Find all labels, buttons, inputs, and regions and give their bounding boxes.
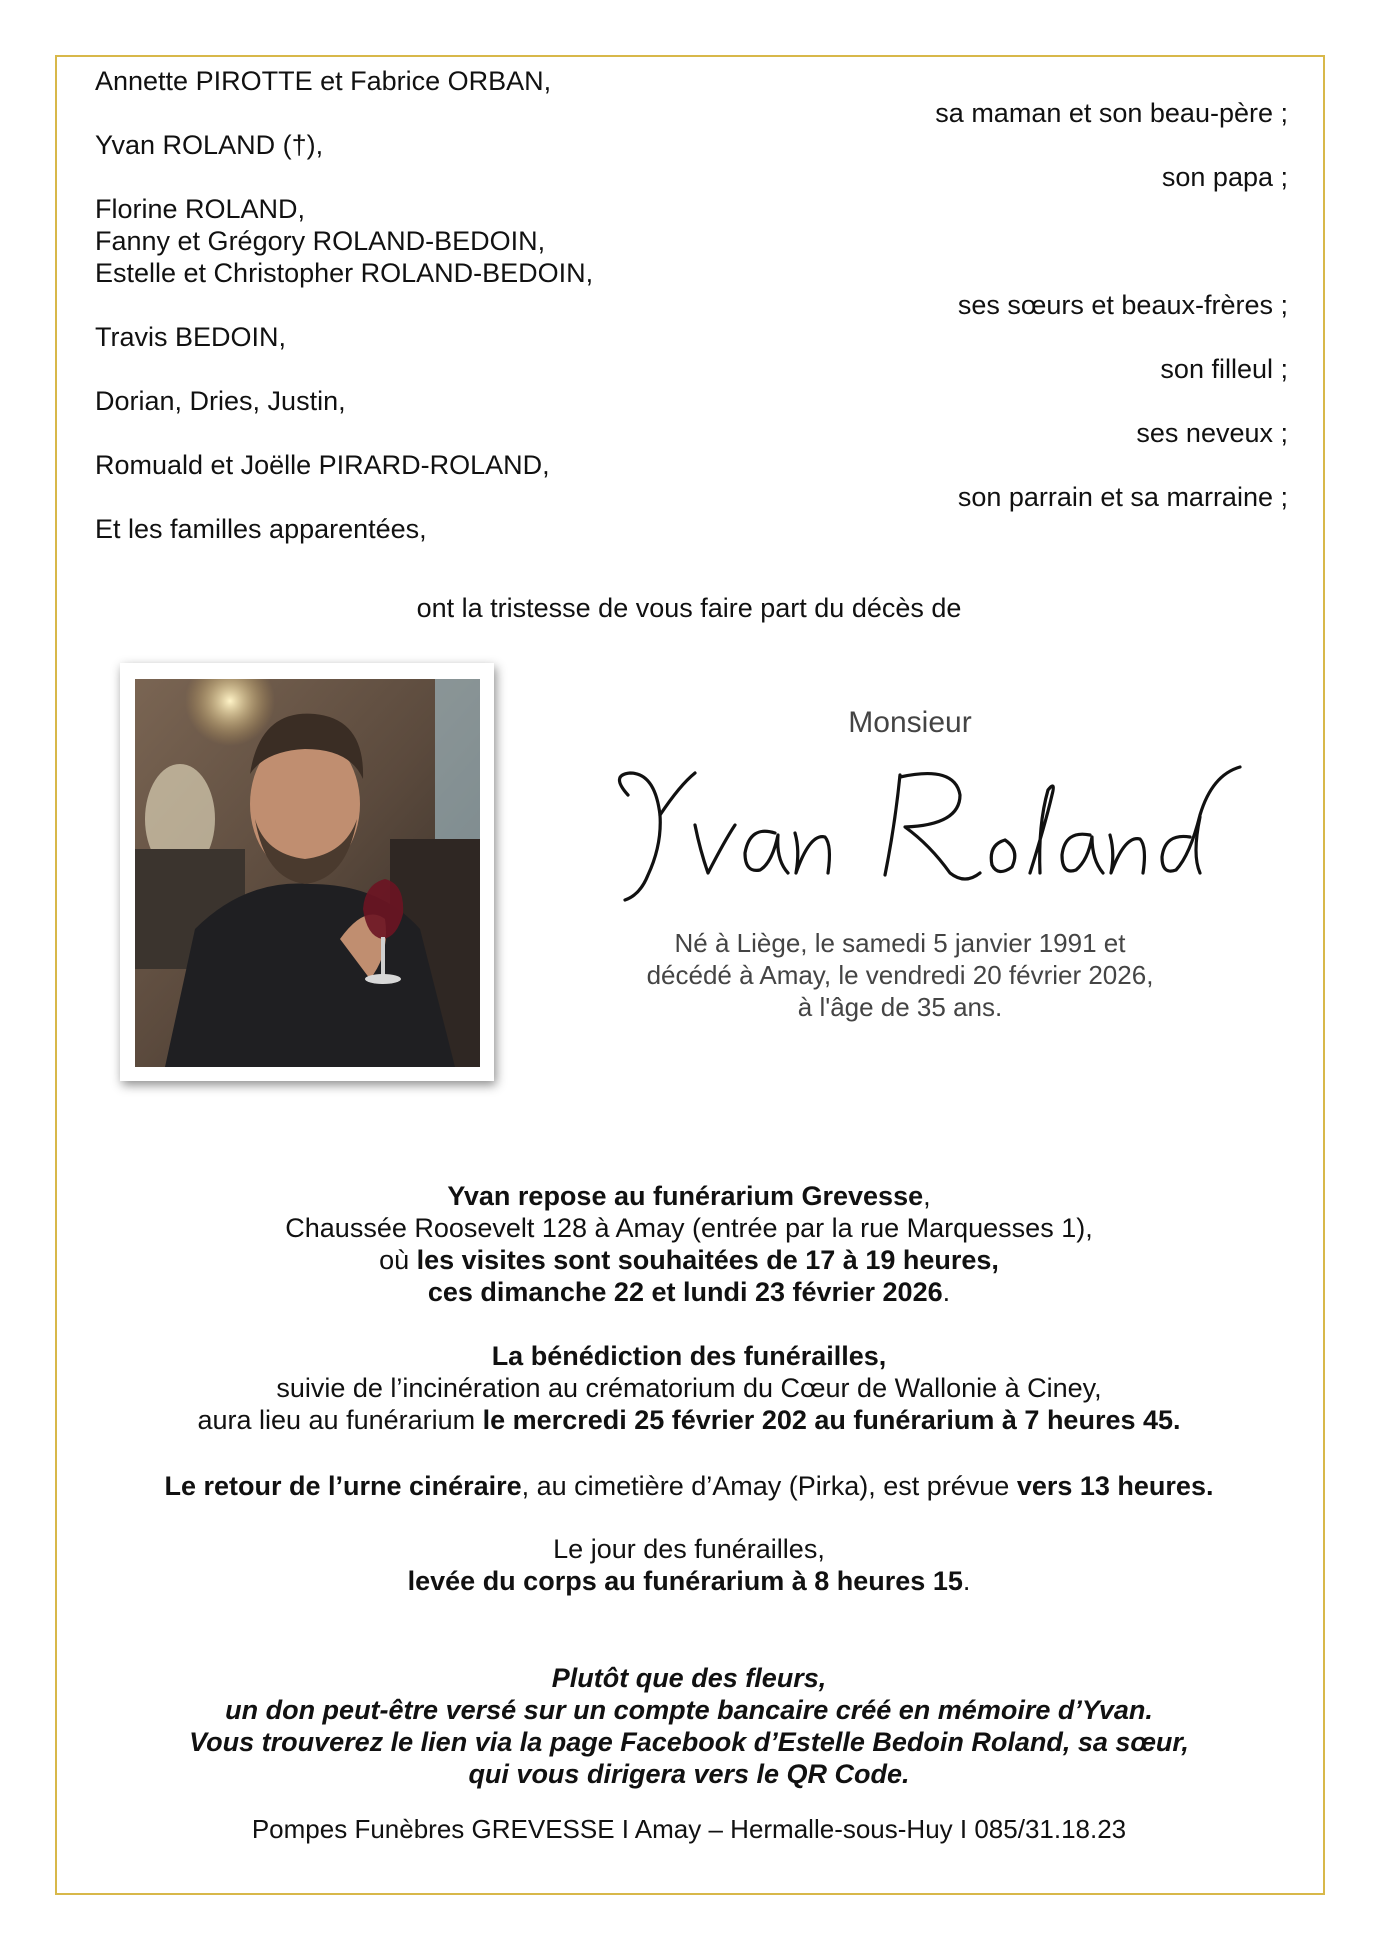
urn-location: , au cimetière d’Amay (Pirka), est prévue — [521, 1471, 1017, 1501]
departure-section — [0, 1533, 1378, 1597]
family-relation: sa maman et son beau-père ; — [935, 98, 1288, 128]
death-line: décédé à Amay, le vendredi 20 février 2026, — [646, 960, 1154, 990]
funeral-home-address: Chaussée Roosevelt 128 à Amay (entrée par la rue Marquesses 1), — [285, 1213, 1093, 1243]
family-relation: son papa ; — [1161, 162, 1288, 192]
family-name: Estelle et Christopher ROLAND-BEDOIN, — [95, 258, 594, 288]
family-name: Dorian, Dries, Justin, — [95, 386, 346, 416]
ceremony-section — [0, 1340, 1378, 1436]
visits-heading: Yvan repose au funérarium Grevesse — [447, 1181, 924, 1211]
family-name: Annette PIROTTE et Fabrice ORBAN, — [95, 66, 552, 96]
family-name: Florine ROLAND, — [95, 194, 306, 224]
urn-heading: Le retour de l’urne cinéraire — [164, 1471, 522, 1501]
flowers-line: qui vous dirigera vers le QR Code. — [468, 1759, 910, 1789]
ceremony-date: le mercredi 25 février 202 au funérarium à 7 heures 45. — [482, 1405, 1181, 1435]
flowers-line: un don peut-être versé sur un compte bancaire créé en mémoire d’Yvan. — [225, 1695, 1153, 1725]
deceased-dates — [560, 927, 1240, 1023]
age-line: à l'âge de 35 ans. — [797, 992, 1003, 1022]
ceremony-heading: La bénédiction des funérailles, — [491, 1341, 887, 1371]
punct: . — [962, 1566, 971, 1596]
ceremony-prefix: aura lieu au funérarium — [197, 1405, 483, 1435]
deceased-name-signature — [600, 755, 1280, 915]
family-name: Et les familles apparentées, — [95, 514, 427, 544]
punct: . — [942, 1277, 951, 1307]
urn-section — [0, 1470, 1378, 1502]
visit-dates: ces dimanche 22 et lundi 23 février 2026 — [427, 1277, 943, 1307]
deceased-title: Monsieur — [848, 706, 972, 739]
family-name: Fanny et Grégory ROLAND-BEDOIN, — [95, 226, 546, 256]
portrait-photo — [120, 663, 494, 1081]
visits-section — [0, 1180, 1378, 1308]
family-list — [95, 65, 1288, 545]
flowers-line: Vous trouverez le lien via la page Facebook d’Estelle Bedoin Roland, sa sœur, — [189, 1727, 1189, 1757]
flowers-line: Plutôt que des fleurs, — [551, 1663, 827, 1693]
portrait-image — [135, 679, 480, 1067]
family-relation: ses sœurs et beaux-frères ; — [957, 290, 1288, 320]
visit-hours: les visites sont souhaitées de 17 à 19 heures, — [416, 1245, 999, 1275]
family-relation: ses neveux ; — [1136, 418, 1288, 448]
cremation-line: suivie de l’incinération au crématorium du Cœur de Wallonie à Ciney, — [276, 1373, 1102, 1403]
departure-intro: Le jour des funérailles, — [553, 1534, 825, 1564]
visits-prefix: où — [379, 1245, 417, 1275]
family-relation: son filleul ; — [1160, 354, 1288, 384]
family-relation: son parrain et sa marraine ; — [957, 482, 1288, 512]
family-name: Travis BEDOIN, — [95, 322, 287, 352]
family-name: Yvan ROLAND (†), — [95, 130, 324, 160]
urn-time: vers 13 heures. — [1016, 1471, 1214, 1501]
birth-line: Né à Liège, le samedi 5 janvier 1991 et — [674, 928, 1126, 958]
family-name: Romuald et Joëlle PIRARD-ROLAND, — [95, 450, 550, 480]
punct: , — [923, 1181, 931, 1211]
footer-funeral-director: Pompes Funèbres GREVESSE I Amay – Hermalle-sous-Huy I 085/31.18.23 — [251, 1814, 1127, 1844]
flowers-section — [0, 1662, 1378, 1790]
intro-text: ont la tristesse de vous faire part du décès de — [416, 593, 962, 623]
departure-time: levée du corps au funérarium à 8 heures 15 — [407, 1566, 963, 1596]
